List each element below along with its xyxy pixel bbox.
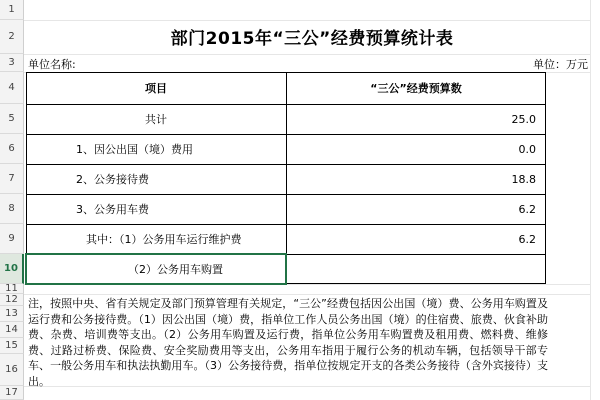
- row-abroad-value[interactable]: 0.0: [518, 142, 536, 156]
- row-vehicle-maintenance-label[interactable]: 其中：（1）公务用车运行维护费: [86, 233, 242, 246]
- gridline: [24, 20, 600, 21]
- row-header-10[interactable]: 10: [0, 254, 24, 284]
- header-budget[interactable]: “三公”经费预算数: [370, 82, 462, 95]
- row-reception-label[interactable]: 2、公务接待费: [76, 173, 149, 186]
- unit-name-label[interactable]: 单位名称:: [28, 58, 76, 71]
- row-header-1[interactable]: 1: [0, 0, 24, 20]
- row-header-2[interactable]: 2: [0, 20, 24, 54]
- row-header-5[interactable]: 5: [0, 104, 24, 134]
- row-header-13[interactable]: 13: [0, 306, 24, 322]
- row-vehicle-label[interactable]: 3、公务用车费: [76, 203, 149, 216]
- active-cell: [25, 253, 287, 285]
- row-header-6[interactable]: 6: [0, 134, 24, 164]
- sheet-title[interactable]: 部门2015年“三公”经费预算统计表: [170, 28, 454, 49]
- unit-label[interactable]: 单位：万元: [533, 58, 588, 71]
- footnote-text[interactable]: 注，按照中央、省有关规定及部门预算管理有关规定，“三公”经费包括因公出国（境）费、公务用车购置及运行费和公务接待费。（1）因公出国（境）费，指单位工作人员公务出国（境）的住宿费、旅费、伙食补助费、杂费、培训费等支出。（2）公务用车购置及运行费，指单位公务用车购置费及租用费、燃料费、维修费、过路过桥费、保险费、安全奖励费用等支出，公务用车指用于履行公务的机动车辆，包括领导干部专车、一般公务用车和执法执勤用车。（3）公务接待费，指单位按规定开支的各类公务接待（含外宾接待）支出。: [28, 297, 548, 388]
- row-vehicle-purchase-label[interactable]: （2）公务用车购置: [128, 263, 223, 276]
- row-header-16[interactable]: 16: [0, 354, 24, 386]
- row-header-8[interactable]: 8: [0, 194, 24, 224]
- row-header-3[interactable]: 3: [0, 54, 24, 72]
- row-vehicle-maintenance-value[interactable]: 6.2: [518, 232, 536, 246]
- gridline: [24, 294, 600, 295]
- row-vehicle-purchase-value[interactable]: [286, 254, 546, 284]
- row-header-7[interactable]: 7: [0, 164, 24, 194]
- row-header-4[interactable]: 4: [0, 72, 24, 104]
- row-abroad-label[interactable]: 1、因公出国（境）费用: [76, 143, 193, 156]
- row-vehicle-value[interactable]: 6.2: [518, 202, 536, 216]
- header-item[interactable]: 项目: [145, 82, 167, 95]
- row-total-label[interactable]: 共计: [145, 113, 167, 126]
- column-edge: [590, 0, 600, 400]
- row-total-value[interactable]: 25.0: [511, 112, 536, 126]
- row-header-11[interactable]: 11: [0, 284, 24, 294]
- row-header-9[interactable]: 9: [0, 224, 24, 254]
- row-header-17[interactable]: 17: [0, 386, 24, 400]
- gridline: [24, 54, 600, 55]
- row-header-15[interactable]: 15: [0, 338, 24, 354]
- row-header-12[interactable]: 12: [0, 294, 24, 306]
- row-header-14[interactable]: 14: [0, 322, 24, 338]
- row-reception-value[interactable]: 18.8: [511, 172, 536, 186]
